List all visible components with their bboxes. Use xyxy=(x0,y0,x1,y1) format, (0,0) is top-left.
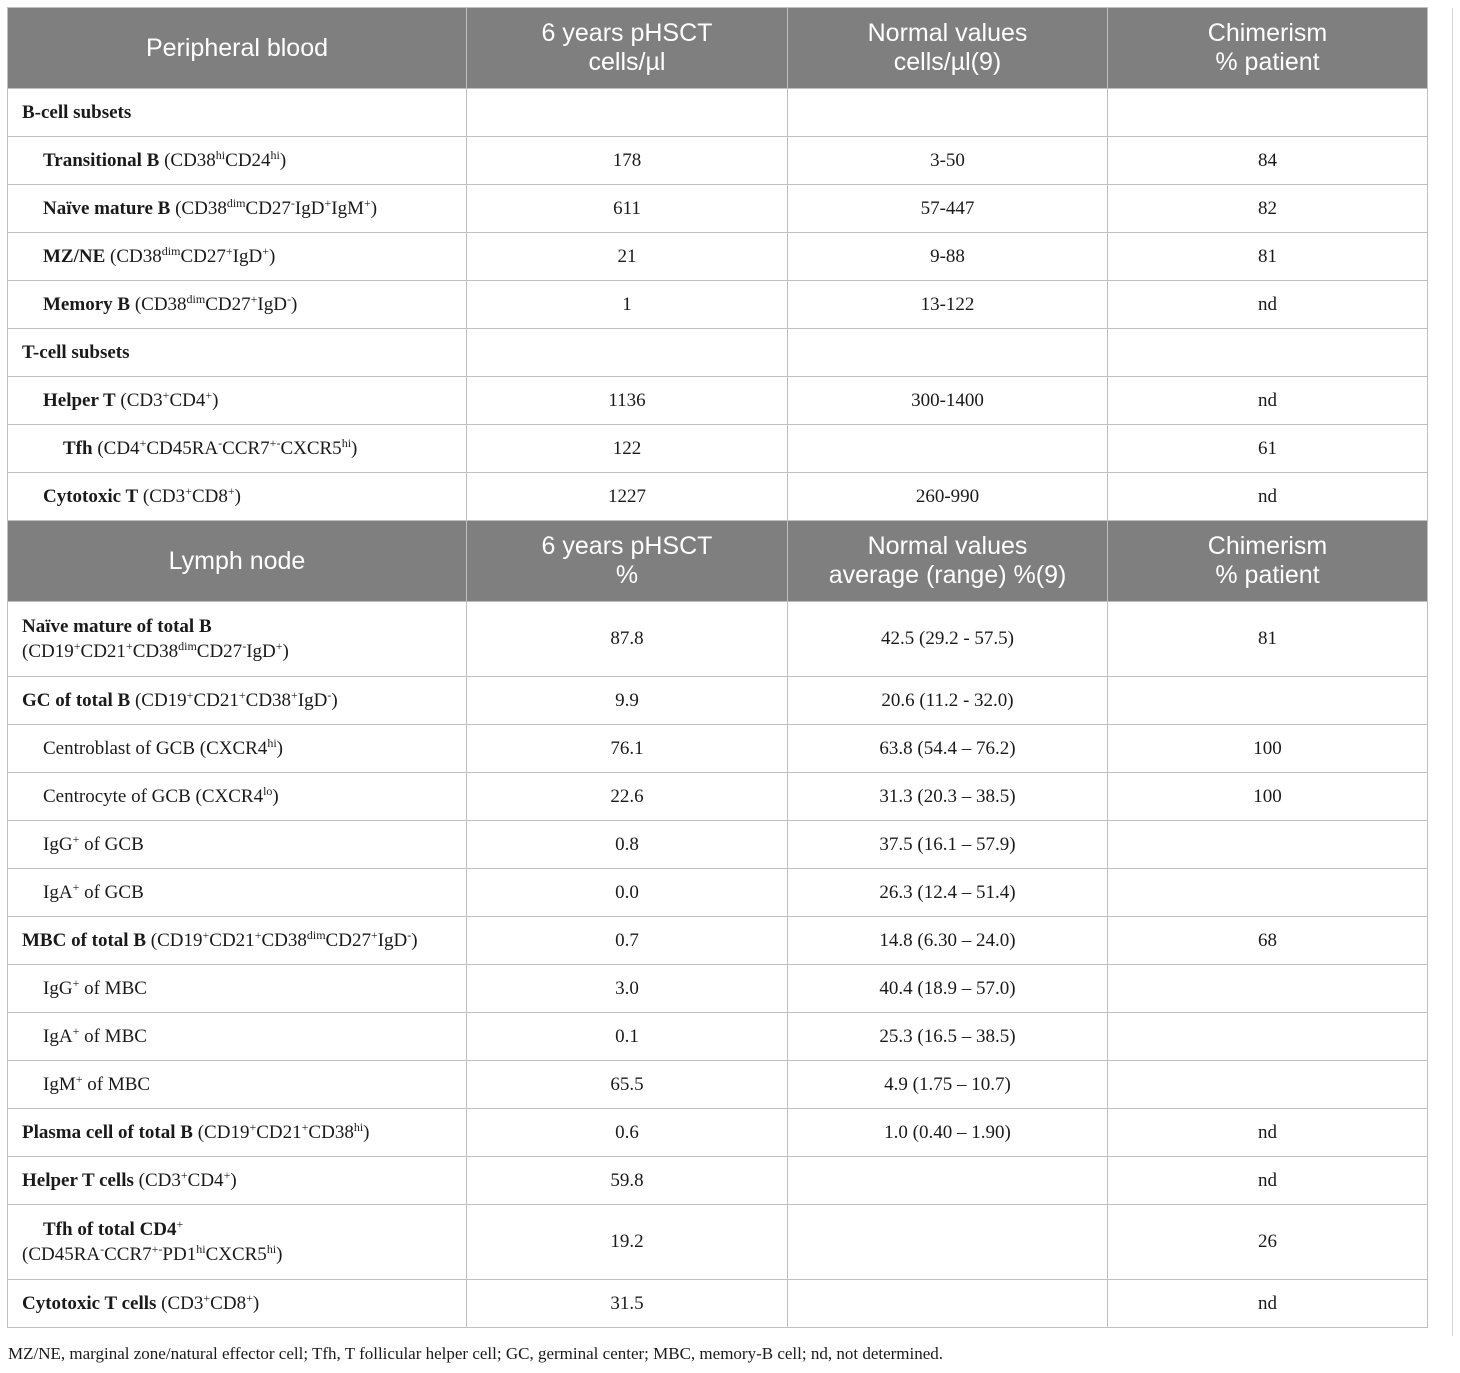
value-cell: 87.8 xyxy=(467,602,788,677)
row-label: Plasma cell of total B $(CD19^+CD21^+CD38^{hi})$ xyxy=(8,1109,467,1157)
row-label: MBC of total B $(CD19^+CD21^+CD38^{dim}CD27^+IgD^-)$ xyxy=(8,917,467,965)
table-row xyxy=(8,473,1428,521)
pb-header-col1: Peripheral blood xyxy=(8,8,467,89)
row-label: IgG+ of GCB xyxy=(8,821,467,869)
chimerism-cell: 81 xyxy=(1108,602,1428,677)
table-row xyxy=(8,1109,1428,1157)
chimerism-cell: nd xyxy=(1108,473,1428,521)
value-cell: 59.8 xyxy=(467,1157,788,1205)
row-label: IgA+ of GCB xyxy=(8,869,467,917)
normal-cell xyxy=(788,1205,1108,1280)
normal-cell: 9-88 xyxy=(788,233,1108,281)
value-cell: 76.1 xyxy=(467,725,788,773)
row-label: Helper T (CD3+CD4+) xyxy=(8,377,467,425)
chimerism-cell: 68 xyxy=(1108,917,1428,965)
pb-header-row xyxy=(8,8,1428,89)
chimerism-cell: nd xyxy=(1108,1109,1428,1157)
chimerism-cell: 81 xyxy=(1108,233,1428,281)
table-right-border xyxy=(1452,8,1453,1336)
row-label: Naïve mature B $(CD38^{dim}CD27^-IgD^+IgM^+)$ xyxy=(8,185,467,233)
ln-header-col3: Normal values average (range) %(9) xyxy=(788,521,1108,602)
row-label: IgG+ of MBC xyxy=(8,965,467,1013)
table-row xyxy=(8,1205,1428,1280)
row-label: GC of total B (CD19+CD21+CD38+IgD-) xyxy=(8,677,467,725)
ln-header-col1: Lymph node xyxy=(8,521,467,602)
table-row xyxy=(8,425,1428,473)
table-row xyxy=(8,1013,1428,1061)
value-cell: 22.6 xyxy=(467,773,788,821)
value-cell: 9.9 xyxy=(467,677,788,725)
value-cell: 19.2 xyxy=(467,1205,788,1280)
table-row xyxy=(8,233,1428,281)
results-table xyxy=(7,7,1428,1328)
table-row xyxy=(8,1280,1428,1328)
chimerism-cell: 100 xyxy=(1108,773,1428,821)
table-row xyxy=(8,773,1428,821)
row-label: IgA+ of MBC xyxy=(8,1013,467,1061)
value-cell: 1227 xyxy=(467,473,788,521)
chimerism-cell xyxy=(1108,1061,1428,1109)
row-label: Centrocyte of GCB $(CXCR4^{lo})$ xyxy=(8,773,467,821)
table-row xyxy=(8,1061,1428,1109)
value-cell: 1136 xyxy=(467,377,788,425)
table-row xyxy=(8,1157,1428,1205)
section-label: B-cell subsets xyxy=(8,89,467,137)
table-row xyxy=(8,677,1428,725)
value-cell: 65.5 xyxy=(467,1061,788,1109)
table-row xyxy=(8,602,1428,677)
chimerism-cell: nd xyxy=(1108,1157,1428,1205)
table-row xyxy=(8,965,1428,1013)
table-footnote: MZ/NE, marginal zone/natural effector cell; Tfh, T follicular helper cell; GC, germinal center; MBC, memory-B cell; nd, not determined. xyxy=(8,1344,944,1363)
row-label: Centroblast of GCB $(CXCR4^{hi})$ xyxy=(8,725,467,773)
ln-header-col4: Chimerism % patient xyxy=(1108,521,1428,602)
table-row xyxy=(8,137,1428,185)
normal-cell: 25.3 (16.5 – 38.5) xyxy=(788,1013,1108,1061)
chimerism-cell xyxy=(1108,677,1428,725)
value-cell: 21 xyxy=(467,233,788,281)
normal-cell: 20.6 (11.2 - 32.0) xyxy=(788,677,1108,725)
chimerism-cell: nd xyxy=(1108,281,1428,329)
normal-cell: 57-447 xyxy=(788,185,1108,233)
ln-header-col2: 6 years pHSCT % xyxy=(467,521,788,602)
row-label: MZ/NE $(CD38^{dim}CD27^+IgD^+)$ xyxy=(8,233,467,281)
chimerism-cell: 61 xyxy=(1108,425,1428,473)
normal-cell: 260-990 xyxy=(788,473,1108,521)
value-cell: 0.0 xyxy=(467,869,788,917)
row-label: Cytotoxic T cells (CD3+CD8+) xyxy=(8,1280,467,1328)
normal-cell: 40.4 (18.9 – 57.0) xyxy=(788,965,1108,1013)
row-label: Helper T cells (CD3+CD4+) xyxy=(8,1157,467,1205)
chimerism-cell xyxy=(1108,869,1428,917)
normal-cell: 4.9 (1.75 – 10.7) xyxy=(788,1061,1108,1109)
chimerism-cell: nd xyxy=(1108,377,1428,425)
value-cell: 0.1 xyxy=(467,1013,788,1061)
value-cell: 31.5 xyxy=(467,1280,788,1328)
value-cell: 178 xyxy=(467,137,788,185)
normal-cell xyxy=(788,1280,1108,1328)
chimerism-cell xyxy=(1108,1013,1428,1061)
row-label: IgM+ of MBC xyxy=(8,1061,467,1109)
normal-cell: 13-122 xyxy=(788,281,1108,329)
value-cell: 0.8 xyxy=(467,821,788,869)
normal-cell: 14.8 (6.30 – 24.0) xyxy=(788,917,1108,965)
section-row-bcell xyxy=(8,89,1428,137)
table-row xyxy=(8,869,1428,917)
value-cell: 0.6 xyxy=(467,1109,788,1157)
row-label: Tfh $(CD4^+CD45RA^-CCR7^{+-}CXCR5^{hi})$ xyxy=(8,425,467,473)
chimerism-cell: 100 xyxy=(1108,725,1428,773)
pb-header-col3: Normal values cells/µl(9) xyxy=(788,8,1108,89)
row-label: Naïve mature of total B $(CD19^+CD21^+CD38^{dim}CD27^-IgD^+)$ xyxy=(8,602,467,677)
row-label: Cytotoxic T (CD3+CD8+) xyxy=(8,473,467,521)
chimerism-cell: 84 xyxy=(1108,137,1428,185)
row-label: Transitional B $(CD38^{hi}CD24^{hi})$ xyxy=(8,137,467,185)
normal-cell: 31.3 (20.3 – 38.5) xyxy=(788,773,1108,821)
table-row xyxy=(8,725,1428,773)
row-label: Memory B $(CD38^{dim}CD27^+IgD^-)$ xyxy=(8,281,467,329)
value-cell: 122 xyxy=(467,425,788,473)
table-row xyxy=(8,917,1428,965)
normal-cell xyxy=(788,1157,1108,1205)
normal-cell: 42.5 (29.2 - 57.5) xyxy=(788,602,1108,677)
normal-cell xyxy=(788,425,1108,473)
normal-cell: 63.8 (54.4 – 76.2) xyxy=(788,725,1108,773)
row-label: Tfh of total CD4+ $(CD45RA^-CCR7^{+-}PD1^{hi}CXCR5^{hi})$ xyxy=(8,1205,467,1280)
chimerism-cell: 82 xyxy=(1108,185,1428,233)
value-cell: 0.7 xyxy=(467,917,788,965)
normal-cell: 1.0 (0.40 – 1.90) xyxy=(788,1109,1108,1157)
pb-header-col2: 6 years pHSCT cells/µl xyxy=(467,8,788,89)
normal-cell: 37.5 (16.1 – 57.9) xyxy=(788,821,1108,869)
chimerism-cell: 26 xyxy=(1108,1205,1428,1280)
value-cell: 611 xyxy=(467,185,788,233)
chimerism-cell: nd xyxy=(1108,1280,1428,1328)
section-label: T-cell subsets xyxy=(8,329,467,377)
normal-cell: 300-1400 xyxy=(788,377,1108,425)
table-row xyxy=(8,281,1428,329)
table-row xyxy=(8,821,1428,869)
value-cell: 1 xyxy=(467,281,788,329)
value-cell: 3.0 xyxy=(467,965,788,1013)
normal-cell: 26.3 (12.4 – 51.4) xyxy=(788,869,1108,917)
normal-cell: 3-50 xyxy=(788,137,1108,185)
chimerism-cell xyxy=(1108,821,1428,869)
section-row-tcell xyxy=(8,329,1428,377)
ln-header-row xyxy=(8,521,1428,602)
pb-header-col4: Chimerism % patient xyxy=(1108,8,1428,89)
chimerism-cell xyxy=(1108,965,1428,1013)
table-row xyxy=(8,377,1428,425)
table-row xyxy=(8,185,1428,233)
